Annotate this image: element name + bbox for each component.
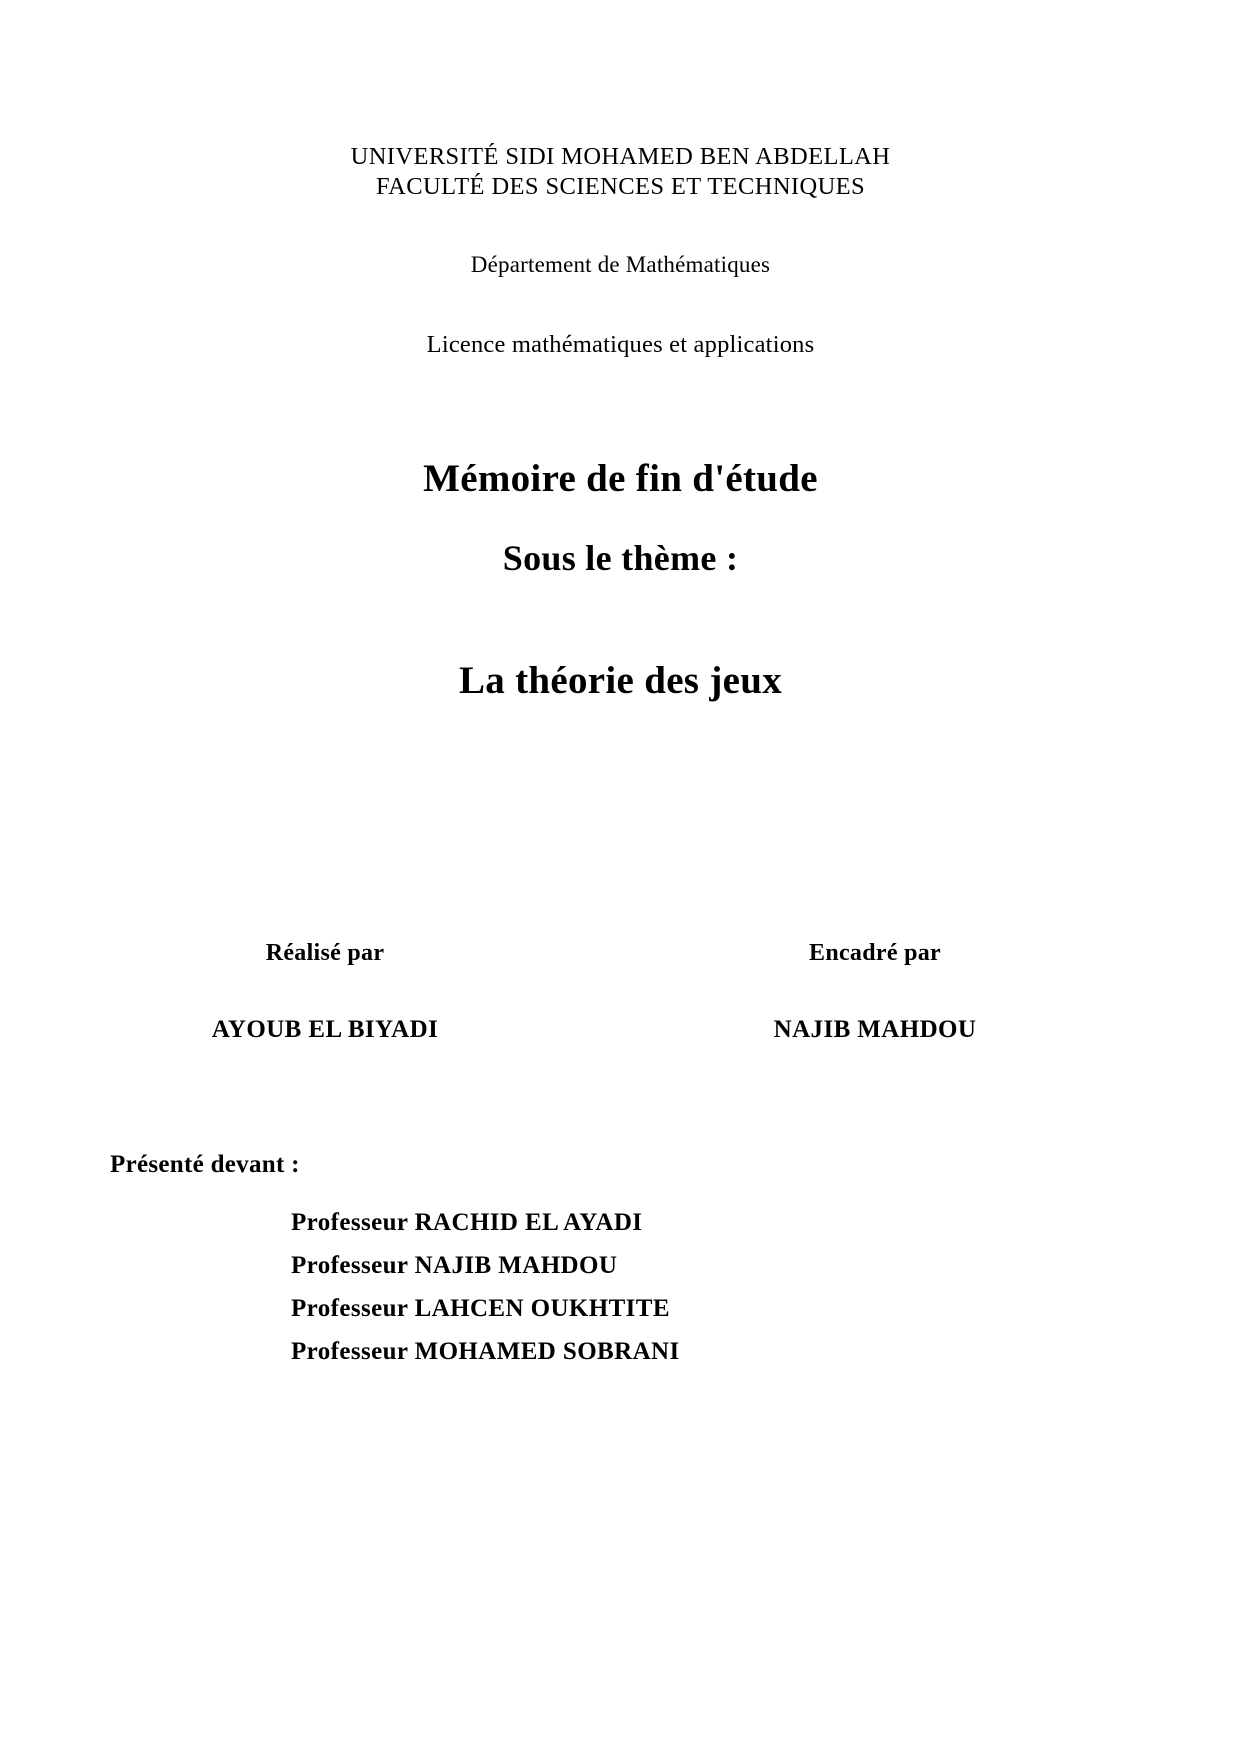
jury-heading: Présenté devant : (110, 1151, 300, 1178)
department-name: Département de Mathématiques (470, 252, 771, 277)
thesis-subtitle-label: Sous le thème : (502, 538, 739, 578)
program-name: Licence mathématiques et applications (426, 331, 815, 358)
jury-member: Professeur LAHCEN OUKHTITE (291, 1295, 670, 1322)
author-role-label: Réalisé par (265, 940, 385, 966)
university-name-line-2: FACULTÉ DES SCIENCES ET TECHNIQUES (375, 173, 866, 200)
jury-member: Professeur MOHAMED SOBRANI (291, 1338, 680, 1365)
university-name-line-1: UNIVERSITÉ SIDI MOHAMED BEN ABDELLAH (350, 143, 891, 170)
credits-section (0, 938, 1241, 1068)
jury-member-list (291, 1201, 680, 1373)
author-name: AYOUB EL BIYADI (211, 1016, 439, 1043)
author-column (150, 938, 500, 1045)
supervisor-name: NAJIB MAHDOU (773, 1016, 977, 1043)
institution-header (0, 142, 1241, 202)
supervisor-role-label: Encadré par (809, 940, 941, 966)
page-title: Mémoire de fin d'étude (423, 457, 818, 500)
supervisor-column (700, 938, 1050, 1045)
jury-member: Professeur NAJIB MAHDOU (291, 1252, 618, 1279)
thesis-theme: La théorie des jeux (458, 659, 783, 702)
jury-member: Professeur RACHID EL AYADI (291, 1209, 643, 1236)
thesis-title-block (0, 455, 1241, 503)
